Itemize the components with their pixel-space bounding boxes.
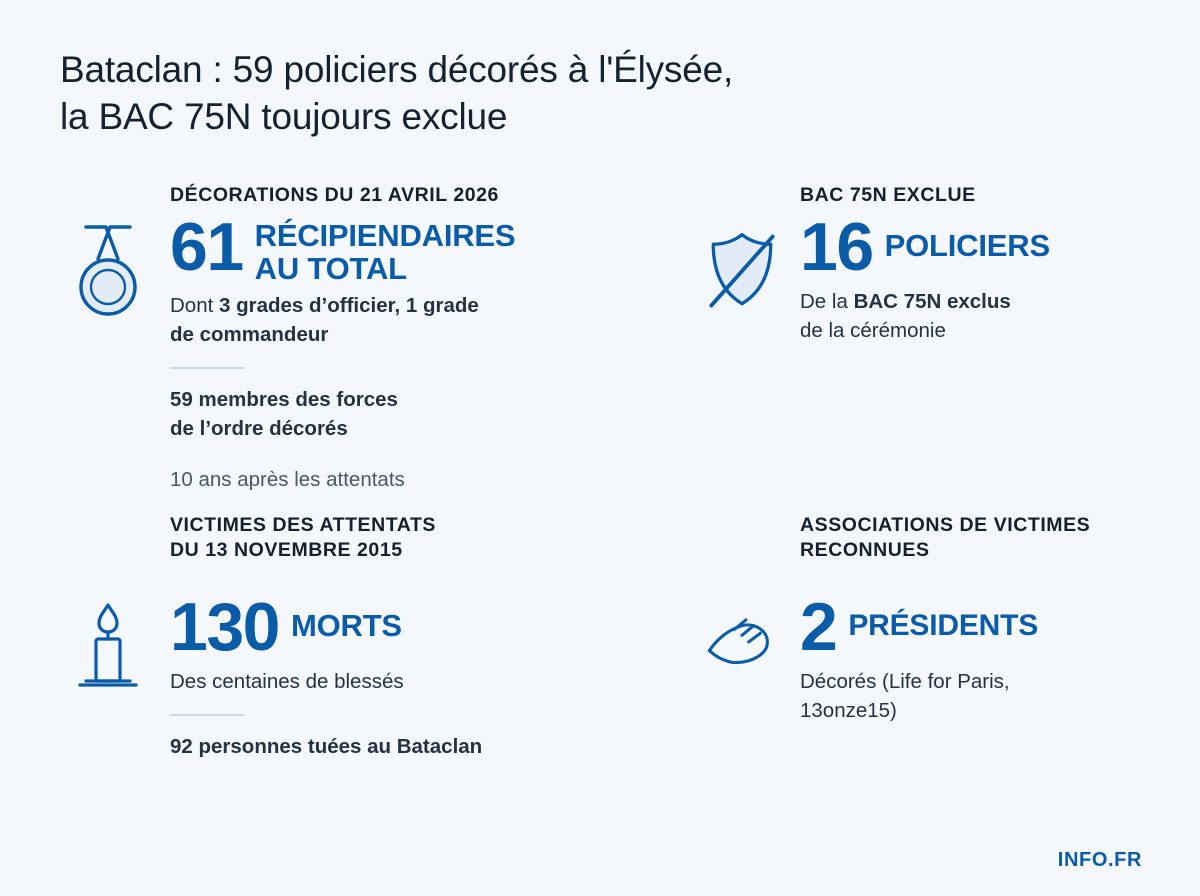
block-kicker-line-1: VICTIMES DES ATTENTATS — [170, 513, 436, 536]
block-kicker: BAC 75N EXCLUE — [800, 183, 976, 206]
block-kicker: DÉCORATIONS DU 21 AVRIL 2026 — [170, 183, 499, 206]
figure-row — [170, 209, 680, 286]
figure-row — [800, 589, 1150, 666]
divider — [170, 714, 244, 716]
stat-block-victims — [60, 513, 680, 761]
candle-icon — [60, 591, 156, 695]
stat-secondary-line-1: 59 membres des forces — [170, 388, 398, 412]
stat-detail-suffix: de la cérémonie — [800, 319, 946, 343]
stat-number: 61 — [170, 209, 243, 286]
divider — [170, 367, 244, 369]
stat-label-line-1: RÉCIPIENDAIRES — [254, 218, 516, 254]
page-title — [60, 46, 1070, 141]
stat-detail — [800, 667, 1150, 725]
stats-grid — [60, 183, 1140, 761]
stat-detail-bold: BAC 75N exclus — [853, 290, 1011, 314]
stat-detail: Des centaines de blessés — [170, 669, 404, 693]
stat-detail — [170, 291, 600, 349]
stat-number: 16 — [800, 209, 873, 286]
stat-detail-line-1: Décorés (Life for Paris, — [800, 669, 1010, 693]
stat-label: PRÉSIDENTS — [848, 609, 1039, 643]
stat-block-bac-excluded — [690, 183, 1150, 513]
block-kicker-line-2: RECONNUES — [800, 539, 930, 562]
figure-row — [170, 589, 680, 666]
stat-block-decorations — [60, 183, 680, 513]
block-kicker — [170, 513, 680, 564]
block-kicker-line-1: ASSOCIATIONS DE VICTIMES — [800, 513, 1091, 536]
block-kicker-line-2: DU 13 NOVEMBRE 2015 — [170, 539, 403, 562]
helping-hands-icon — [696, 591, 792, 695]
stat-detail — [800, 287, 1150, 345]
title-line-2: la BAC 75N toujours exclue — [60, 96, 508, 138]
stat-secondary-line-2: de l’ordre décorés — [170, 417, 348, 441]
stat-detail-suffix: de commandeur — [170, 323, 329, 347]
stat-detail-bold: 3 grades d’officier, 1 grade — [219, 293, 479, 317]
stat-label — [255, 214, 516, 284]
stat-secondary: 92 personnes tuées au Bataclan — [170, 734, 483, 758]
stat-number: 2 — [800, 589, 837, 666]
block-kicker — [800, 513, 1150, 564]
stat-detail-prefix: Dont — [170, 293, 219, 317]
brand-logo: INFO.FR — [1057, 849, 1142, 871]
medal-icon — [60, 219, 156, 323]
stat-block-associations — [690, 513, 1150, 761]
stat-label: POLICIERS — [884, 228, 1050, 264]
title-line-1: Bataclan : 59 policiers décorés à l'Élysée, — [60, 49, 734, 90]
stat-tertiary: 10 ans après les attentats — [170, 468, 405, 492]
stat-detail-prefix: De la — [800, 290, 854, 314]
shield-crossed-icon — [696, 223, 792, 327]
stat-detail-line-2: 13onze15) — [800, 698, 897, 722]
stat-label: MORTS — [290, 608, 402, 644]
figure-row — [800, 209, 1150, 286]
stat-secondary — [170, 385, 600, 443]
stat-label-line-2: AU TOTAL — [254, 250, 407, 286]
stat-number: 130 — [170, 589, 279, 666]
